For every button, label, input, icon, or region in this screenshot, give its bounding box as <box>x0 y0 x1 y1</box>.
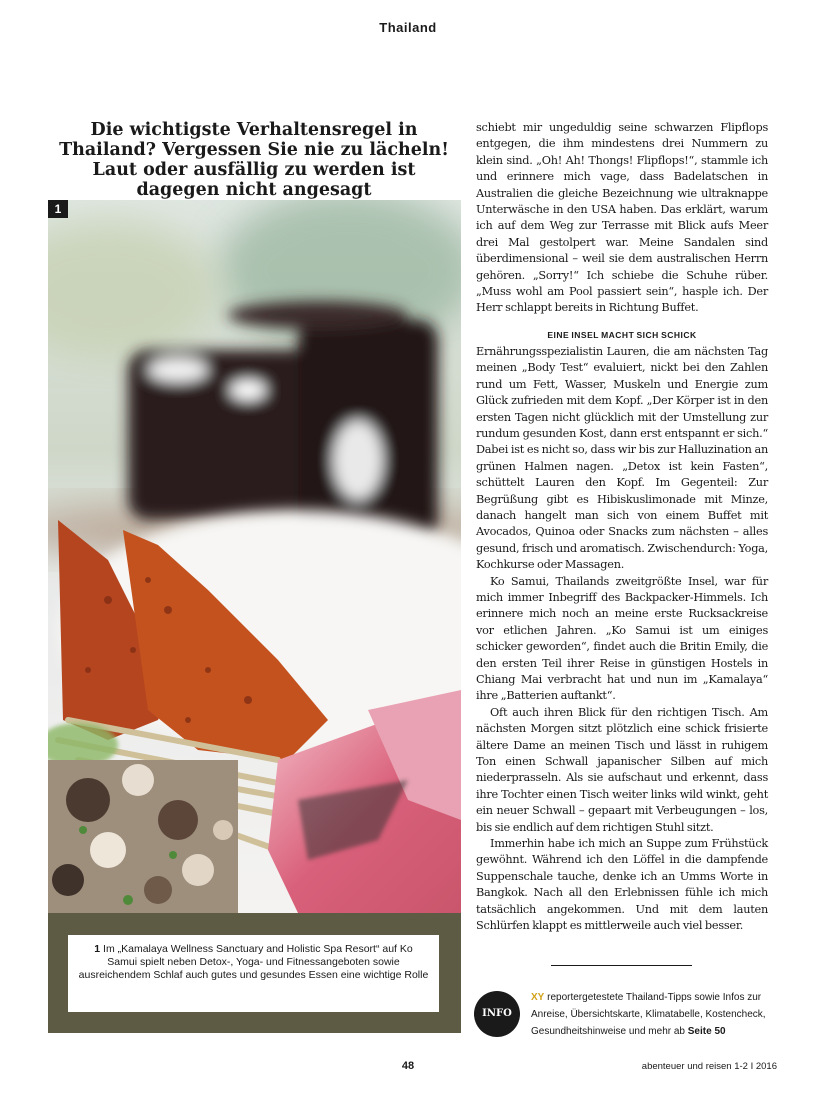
photo-caption <box>68 935 439 1012</box>
info-body: reportergetestete Thailand-Tipps sowie Infos zur Anreise, Übersichtskarte, Klimatabelle, Kostencheck, Gesundheitshinweise und mehr ab <box>531 992 766 1037</box>
article-paragraph: Oft auch ihren Blick für den richtigen Tisch. Am nächsten Morgen sitzt plötzlich eine schick frisierte ältere Dame an meinen Tisch und lässt in ruhigem Ton einen Schwall japanischer Silben auf mich niederprasseln. Als sie aufschaut und erkennt, dass ihre Tochter einen Tisch weiter links wild winkt, geht ein neuer Schwall – gepaart mit Verbeugungen – los, bis sie endlich auf dem richtigen Stuhl sitzt. <box>476 705 768 834</box>
section-label: Thailand <box>379 20 437 35</box>
info-highlight: XY <box>531 992 545 1003</box>
article-paragraph: Ko Samui, Thailands zweitgrößte Insel, war für mich immer Inbegriff des Backpacker-Himmels. Ich erinnere mich noch an meine erste Rucksackreise vor etlichen Jahren. „Ko Samui ist um einiges schicker geworden“, findet auch die Britin Emily, die den ersten Teil ihrer Reise in günstigen Hostels in Chiang Mai verbracht hat und nun im „Kamalaya“ ihre „Batterien auftankt“. <box>476 574 768 703</box>
end-rule <box>551 965 692 966</box>
photo-number-badge: 1 <box>48 200 68 218</box>
article-paragraph: schiebt mir ungeduldig seine schwarzen Flipflops entgegen, die ihm mindestens drei Nummern zu klein sind. „Oh! Ah! Thongs! Flipflops!“, stammle ich und erinnere mich vage, dass Badelatschen in Australien die gleiche Bezeichnung wie ultraknappe Unterwäsche in den USA haben. Das erklärt, warum ich auf dem Weg zur Terrasse mit Blick aufs Meer drei Mal gestolpert war. Meine Sandalen sind überdimensional – weil sie dem australischen Herrn gehören. „Sorry!“ Ich schiebe die Schuhe rüber. „Muss wohl am Pool passiert sein“, hasple ich. Der Herr schlappt bereits in Richtung Buffet. <box>476 121 768 315</box>
magazine-issue: abenteuer und reisen 1-2 I 2016 <box>641 1061 777 1072</box>
caption-text: Im „Kamalaya Wellness Sanctuary and Holistic Spa Resort“ auf Ko Samui spielt neben Detox-, Yoga- und Fitnessangeboten sowie ausreichendem Schlaf auch gutes und gesundes Essen eine wichtige Rolle <box>78 943 429 981</box>
info-box-text <box>531 989 773 1040</box>
article-column <box>476 120 768 935</box>
food-photo <box>48 200 461 913</box>
section-subhead: EINE INSEL MACHT SICH SCHICK <box>547 329 697 340</box>
pull-quote: Die wichtigste Verhaltensregel in Thailand? Vergessen Sie nie zu lächeln! Laut oder ausfällig zu werden ist dagegen nicht angesagt <box>59 120 449 200</box>
page-number: 48 <box>401 1060 415 1072</box>
caption-number: 1 <box>94 943 101 955</box>
info-badge: INFO <box>474 991 520 1037</box>
article-paragraph: Ernährungsspezialistin Lauren, die am nächsten Tag meinen „Body Test“ evaluiert, nickt bei den Zahlen rund um Fett, Wasser, Muskeln und Energie zum Glück zufrieden mit dem Kopf. „Der Körper ist in den ersten Tagen nicht glücklich mit der Umstellung zur rundum gesunden Kost, dann erst entspannt er sich.“ Dabei ist es nicht so, dass wir bis zur Halluzination an grünen Halmen nagen. „Detox ist kein Fasten“, schüttelt Lauren den Kopf. Im Gegenteil: Zur Begrüßung gibt es Hibiskuslimonade mit Minze, danach hangelt man sich von einem Buffet mit Avocados, Quinoa oder Snacks zum nächsten – alles gesund, frisch und aromatisch. Zwischendurch: Yoga, Kochkurse oder Massagen. <box>476 344 768 572</box>
info-page-ref: Seite 50 <box>687 1026 726 1037</box>
article-paragraph: Immerhin habe ich mich an Suppe zum Frühstück gewöhnt. Während ich den Löffel in die dampfende Suppenschale tauche, denke ich an Umms Worte in Bangkok. Nach all den Erlebnissen fühle ich mich tatsächlich angekommen. Und mit dem lauten Schlürfen klappt es mittlerweile auch viel besser. <box>476 837 768 933</box>
